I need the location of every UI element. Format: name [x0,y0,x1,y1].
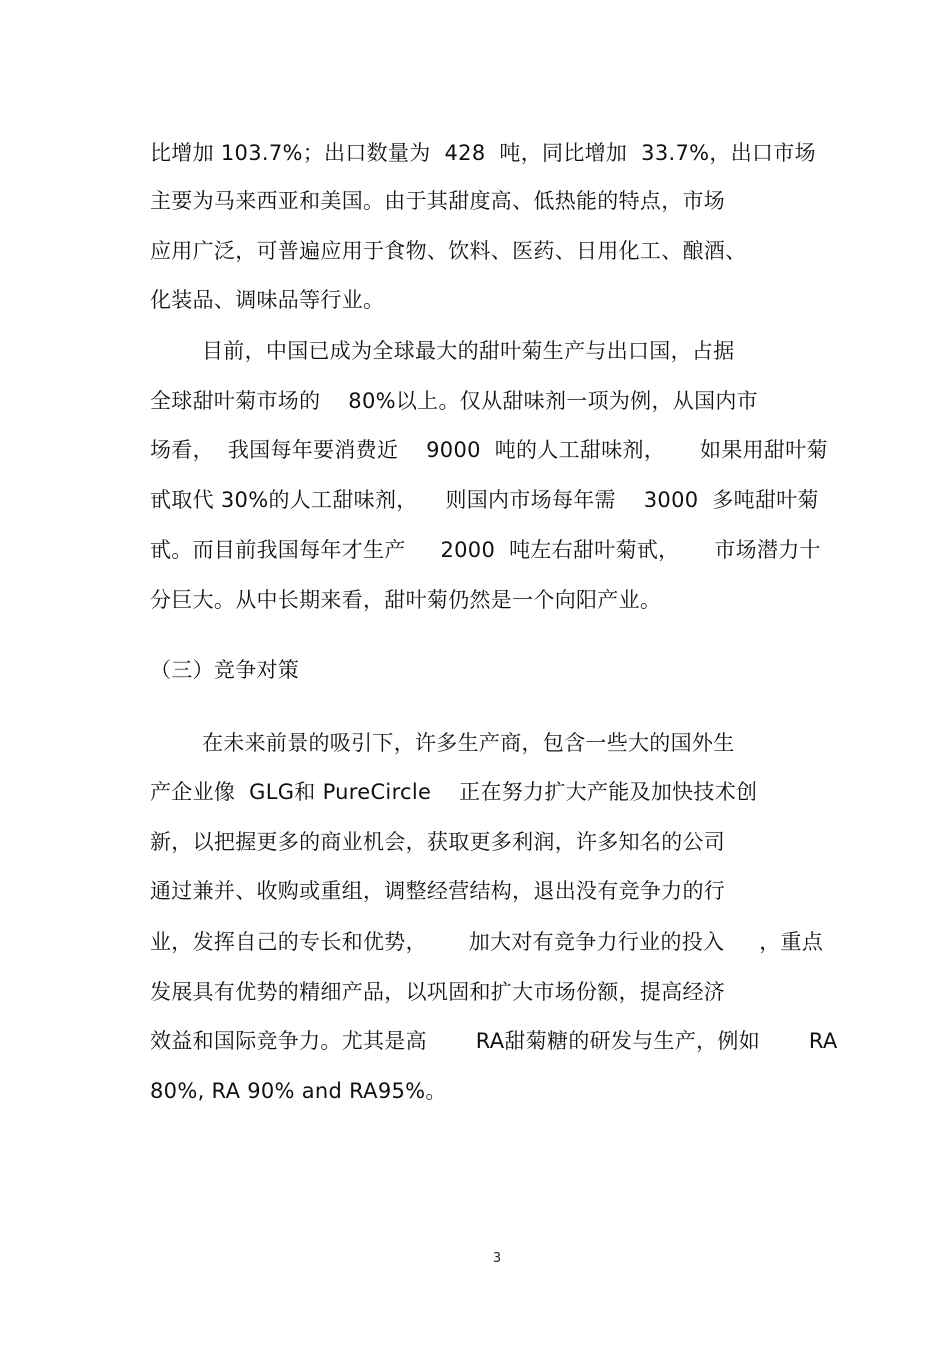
paragraph-3-line-3: 新，以把握更多的商业机会，获取更多利润，许多知名的公司 [150,830,726,854]
paragraph-2-line-5: 甙。而目前我国每年才生产 2000 吨左右甜叶菊甙， 市场潜力十 [150,538,821,562]
section-heading: （三）竞争对策 [150,658,300,682]
paragraph-2-line-2: 全球甜叶菊市场的 80%以上。仅从甜味剂一项为例，从国内市 [150,389,758,413]
paragraph-3-line-5: 业，发挥自己的专长和优势， 加大对有竞争力行业的投入 ，重点 [150,930,824,954]
paragraph-2-line-6: 分巨大。从中长期来看，甜叶菊仍然是一个向阳产业。 [150,588,662,612]
paragraph-3-line-6: 发展具有优势的精细产品，以巩固和扩大市场份额，提高经济 [150,980,726,1004]
paragraph-3-line-8: 80%, RA 90% and RA95%。 [150,1079,447,1103]
paragraph-3-line-4: 通过兼并、收购或重组，调整经营结构，退出没有竞争力的行 [150,879,726,903]
page-number: 3 [492,1251,502,1266]
paragraph-1-line-3: 应用广泛，可普遍应用于食物、饮料、医药、日用化工、酿酒、 [150,239,747,263]
paragraph-1-line-1: 比增加 103.7%；出口数量为 428 吨，同比增加 33.7%，出口市场 [150,141,816,165]
paragraph-2-line-4: 甙取代 30%的人工甜味剂， 则国内市场每年需 3000 多吨甜叶菊 [150,488,819,512]
paragraph-1-line-4: 化装品、调味品等行业。 [150,288,385,312]
paragraph-2-line-1: 目前，中国已成为全球最大的甜叶菊生产与出口国，占据 [202,339,735,363]
paragraph-3-line-7: 效益和国际竞争力。尤其是高 RA甜菊糖的研发与生产，例如 RA [150,1029,838,1053]
paragraph-3-line-2: 产企业像 GLG和 PureCircle 正在努力扩大产能及加快技术创 [150,780,758,804]
paragraph-1-line-2: 主要为马来西亚和美国。由于其甜度高、低热能的特点，市场 [150,189,726,213]
paragraph-3-line-1: 在未来前景的吸引下，许多生产商，包含一些大的国外生 [202,731,735,755]
paragraph-2-line-3: 场看， 我国每年要消费近 9000 吨的人工甜味剂， 如果用甜叶菊 [150,438,828,462]
